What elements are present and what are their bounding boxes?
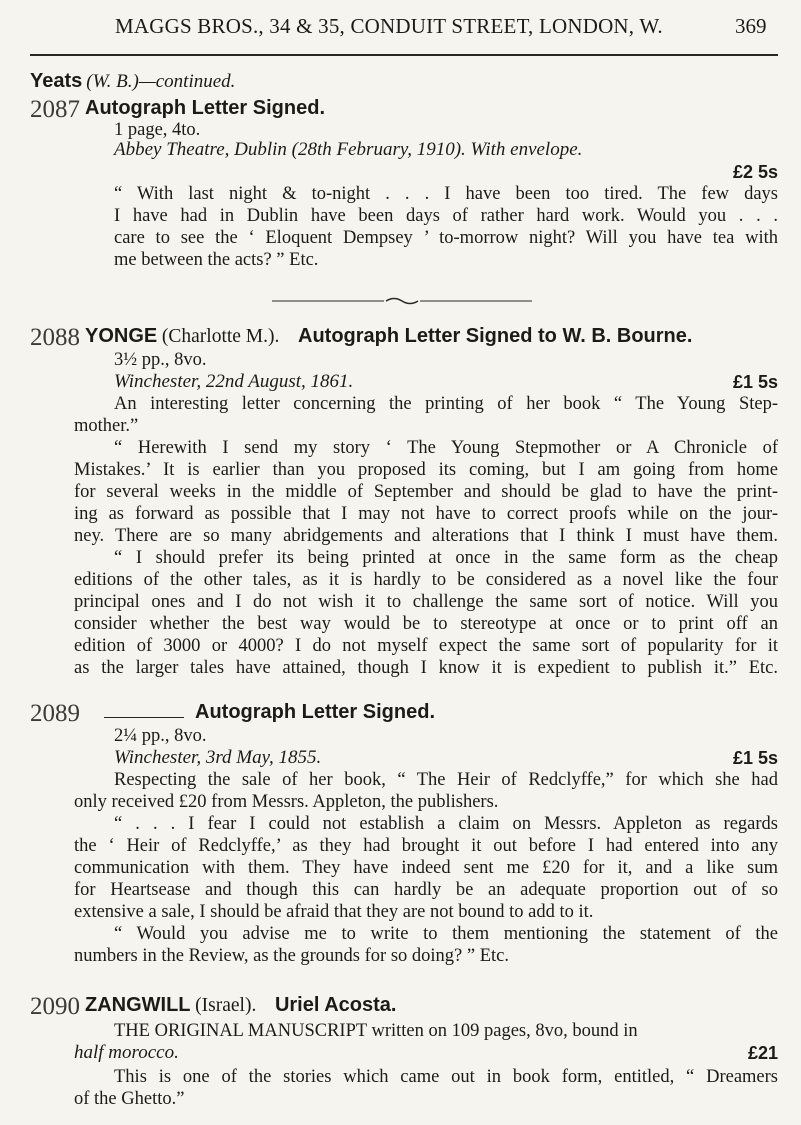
description-line: THE ORIGINAL MANUSCRIPT written on 109 pages, 8vo, bound in [114, 1021, 638, 1041]
quote-line: numbers in the Review, as the grounds for so doing? ” Etc. [74, 946, 509, 966]
ornamental-divider [272, 296, 532, 306]
entry-number: 2088 [30, 324, 80, 351]
author-detail: (Israel). [195, 995, 257, 1016]
entry-place-date: Winchester, 3rd May, 1855. [114, 747, 322, 768]
quote-line: ing as forward as possible that I may not have to correct proofs while on the jour- [74, 504, 778, 524]
entry-number: 2089 [30, 700, 80, 727]
quote-line: for Heartsease and though this can hardly be an adequate proportion out of so [74, 880, 778, 900]
description-line: Respecting the sale of her book, “ The Heir of Redclyffe,” for which she had [114, 770, 778, 790]
author-detail: (Charlotte M.). [161, 326, 280, 347]
entry-place-date: Abbey Theatre, Dublin (28th February, 1910). With envelope. [114, 139, 583, 160]
entry-place-date: Winchester, 22nd August, 1861. [114, 371, 354, 392]
entry-title: Uriel Acosta. [274, 994, 397, 1016]
quote-line: as the larger tales have attained, though I know it is expedient to publish it.” Etc. [74, 658, 778, 678]
entry-price: £1 5s [732, 372, 778, 392]
entry-extent: 3½ pp., 8vo. [114, 350, 207, 370]
header-text: MAGGS BROS., 34 & 35, CONDUIT STREET, LONDON, W. [115, 14, 663, 38]
page-number: 369 [735, 14, 767, 38]
entry-price: £2 5s [732, 162, 778, 182]
quote-line: for several weeks in the middle of September and should be glad to have the print- [74, 482, 778, 502]
entry-extent: 1 page, 4to. [114, 120, 201, 140]
description-line: only received £20 from Messrs. Appleton, the publishers. [74, 792, 499, 812]
quote-line: communication with them. They have indeed sent me £20 for it, and a like sum [74, 858, 778, 878]
quote-line: “ . . . I fear I could not establish a claim on Messrs. Appleton as regards [114, 814, 778, 834]
quote-line: care to see the ‘ Eloquent Dempsey ’ to-morrow night? Will you have tea with [114, 228, 778, 248]
header-rule [30, 54, 778, 56]
entry-price: £21 [747, 1043, 778, 1063]
entry-title: Autograph Letter Signed. [85, 97, 325, 119]
note-line: This is one of the stories which came out in book form, entitled, “ Dreamers [114, 1067, 778, 1087]
author-name: YONGE [85, 325, 158, 347]
quote-line: principal ones and I do not wish it to challenge the same sort of notice. Will you [74, 592, 778, 612]
description-line: half morocco. [74, 1042, 179, 1063]
author-heading-yeats [30, 70, 235, 93]
quote-line: ney. There are so many abridgements and alterations that I think I must have them. [74, 526, 778, 546]
entry-heading [85, 995, 396, 1016]
quote-line: editions of the other tales, as it is hardly to be considered as a novel like the four [74, 570, 778, 590]
entry-title: Autograph Letter Signed to W. B. Bourne. [298, 325, 693, 347]
author-name: ZANGWILL [85, 994, 191, 1016]
ditto-rule [104, 717, 184, 718]
note-line: of the Ghetto.” [74, 1089, 185, 1109]
quote-line: me between the acts? ” Etc. [114, 250, 319, 270]
entry-number: 2087 [30, 96, 80, 123]
author-continued: (W. B.)—continued. [86, 71, 236, 92]
entry-title: Autograph Letter Signed. [195, 701, 435, 723]
author-name: Yeats [30, 70, 83, 92]
running-header [115, 14, 715, 39]
quote-line: “ Would you advise me to write to them mentioning the statement of the [114, 924, 778, 944]
quote-line: “ I should prefer its being printed at once in the same form as the cheap [114, 548, 778, 568]
quote-line: “ Herewith I send my story ‘ The Young Stepmother or A Chronicle of [114, 438, 778, 458]
description-line: An interesting letter concerning the printing of her book “ The Young Step- [114, 394, 778, 414]
quote-line: “ With last night & to-night . . . I have been too tired. The few days [114, 184, 778, 204]
quote-line: the ‘ Heir of Redclyffe,’ as they had brought it out before I had entered into any [74, 836, 778, 856]
entry-heading [85, 326, 692, 347]
entry-price: £1 5s [732, 748, 778, 768]
description-line: mother.” [74, 416, 139, 436]
quote-line: consider whether the best way would be to stereotype at once or to print off an [74, 614, 778, 634]
entry-number: 2090 [30, 993, 80, 1020]
quote-line: extensive a sale, I should be afraid that they are not bound to add to it. [74, 902, 594, 922]
quote-line: edition of 3000 or 4000? I do not myself expect the same sort of popularity for it [74, 636, 778, 656]
entry-extent: 2¼ pp., 8vo. [114, 726, 207, 746]
quote-line: I have had in Dublin have been days of rather hard work. Would you . . . [114, 206, 778, 226]
quote-line: Mistakes.’ It is earlier than you proposed its coming, but I am going from home [74, 460, 778, 480]
